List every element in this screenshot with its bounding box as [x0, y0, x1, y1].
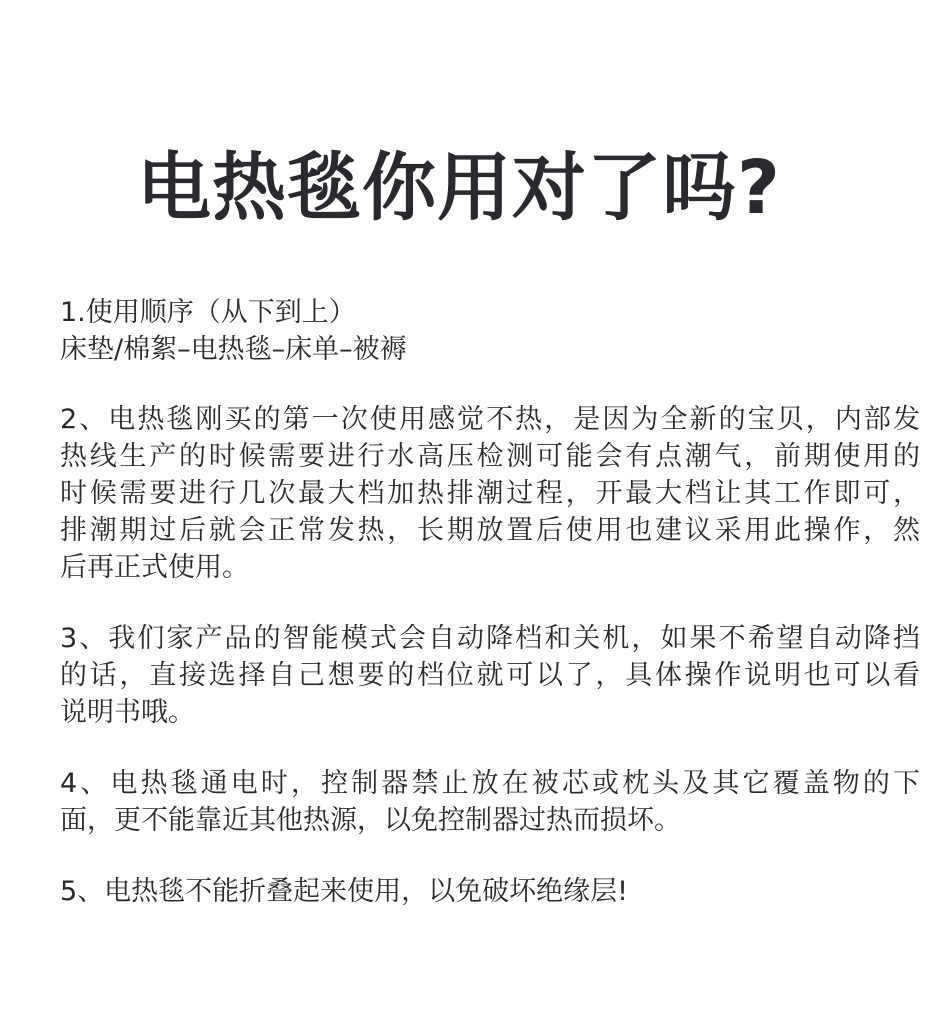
text-line: 的话，直接选择自己想要的档位就可以了，具体操作说明也可以看 [60, 660, 920, 691]
text-line: 3、我们家产品的智能模式会自动降档和关机，如果不希望自动降挡 [60, 623, 920, 654]
text-line: 2、电热毯刚买的第一次使用感觉不热，是因为全新的宝贝，内部发 [60, 404, 920, 435]
first-use-section [60, 401, 920, 586]
text-line: 时候需要进行几次最大档加热排潮过程，开最大档让其工作即可， [60, 478, 920, 509]
text-line: 1.使用顺序（从下到上） [60, 297, 356, 328]
folding-warning-section [60, 873, 920, 910]
text-line: 说明书哦。 [60, 697, 195, 728]
text-line: 热线生产的时候需要进行水高压检测可能会有点潮气，前期使用的 [60, 441, 920, 472]
text-line: 排潮期过后就会正常发热，长期放置后使用也建议采用此操作，然 [60, 515, 920, 546]
text-line: 4、电热毯通电时，控制器禁止放在被芯或枕头及其它覆盖物的下 [60, 768, 920, 799]
controller-warning-section [60, 765, 920, 839]
text-line: 后再正式使用。 [60, 552, 249, 583]
page-title: 电热毯你用对了吗? [137, 145, 781, 231]
usage-order-section [60, 294, 920, 368]
text-line: 面，更不能靠近其他热源，以免控制器过热而损坏。 [60, 805, 681, 836]
text-line: 床垫/棉絮–电热毯–床单–被褥 [60, 334, 407, 365]
smart-mode-section [60, 620, 920, 731]
text-line: 5、电热毯不能折叠起来使用，以免破坏绝缘层! [60, 876, 629, 907]
